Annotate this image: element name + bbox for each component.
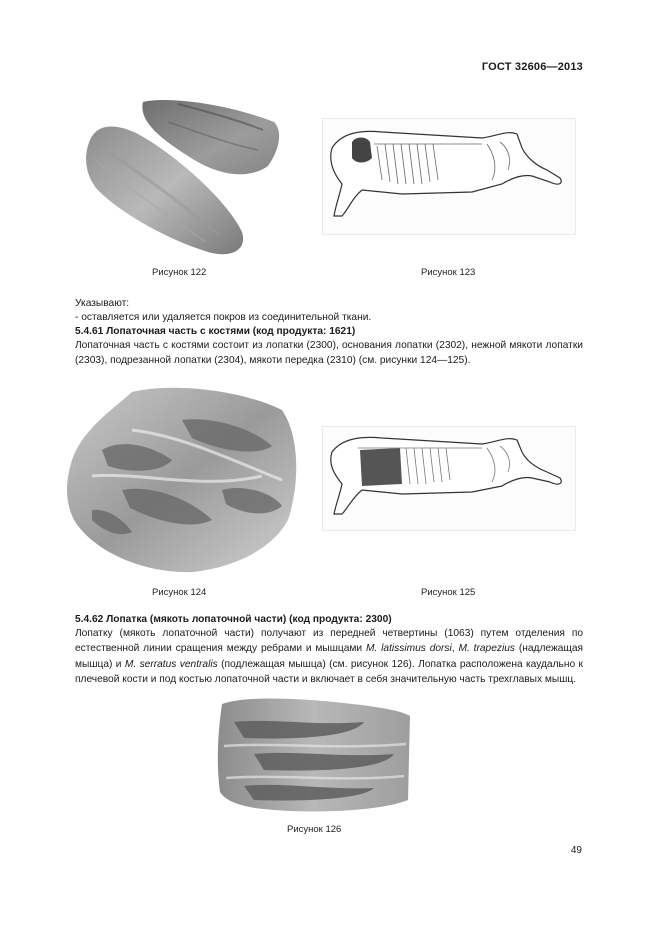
figure-126-caption: Рисунок 126 (287, 824, 342, 835)
muscle-trapezius: M. trapezius (458, 643, 515, 655)
figure-126-photo (214, 692, 414, 816)
section-5-4-62-text-2: , (451, 643, 459, 655)
indicate-intro: Указывают: (75, 298, 130, 309)
figure-122-photo (78, 92, 288, 262)
figure-123-caption: Рисунок 123 (421, 267, 476, 278)
figure-123-carcass-diagram (322, 118, 574, 233)
figure-122-caption: Рисунок 122 (152, 267, 207, 278)
section-5-4-62-heading: 5.4.62 Лопатка (мякоть лопаточной части) (код продукта: 2300) (75, 614, 392, 625)
figure-125-carcass-diagram (322, 426, 574, 529)
section-5-4-62-text-1: Лопатку (мякоть лопаточной части) получают из передней четвертины (1063) путем отделения по естественной линии сращения между ребрами и мышцами (75, 628, 583, 655)
section-5-4-61-text (75, 338, 583, 369)
section-5-4-62-text-3: (надлежащая мышца) и (75, 643, 584, 670)
page-number: 49 (570, 845, 582, 856)
figure-125-caption: Рисунок 125 (421, 587, 476, 598)
section-5-4-61-heading: 5.4.61 Лопаточная часть с костями (код продукта: 1621) (75, 326, 356, 337)
indicate-item: - оставляется или удаляется покров из соединительной ткани. (75, 312, 372, 323)
document-id: ГОСТ 32606—2013 (481, 61, 583, 73)
section-5-4-61-body: Лопаточная часть с костями состоит из лопатки (2300), основания лопатки (2302), нежной мякоти лопатки (2303), подрезанной лопатки (2304), мякоти передка (2310) (см. рисунки 124—125). (75, 340, 583, 367)
muscle-latissimus-dorsi: M. latissimus dorsi (365, 643, 452, 655)
section-5-4-62-text (75, 626, 583, 687)
figure-124-caption: Рисунок 124 (152, 587, 207, 598)
muscle-serratus-ventralis: M. serratus ventralis (124, 658, 218, 670)
section-5-4-62-text-4: (подлежащая мышца) (см. рисунок 126). Лопатка расположена каудально к плечевой кости и под костью лопаточной части и включает в себя значительную часть трехглавых мышц. (75, 658, 583, 685)
figure-124-photo (62, 380, 308, 580)
